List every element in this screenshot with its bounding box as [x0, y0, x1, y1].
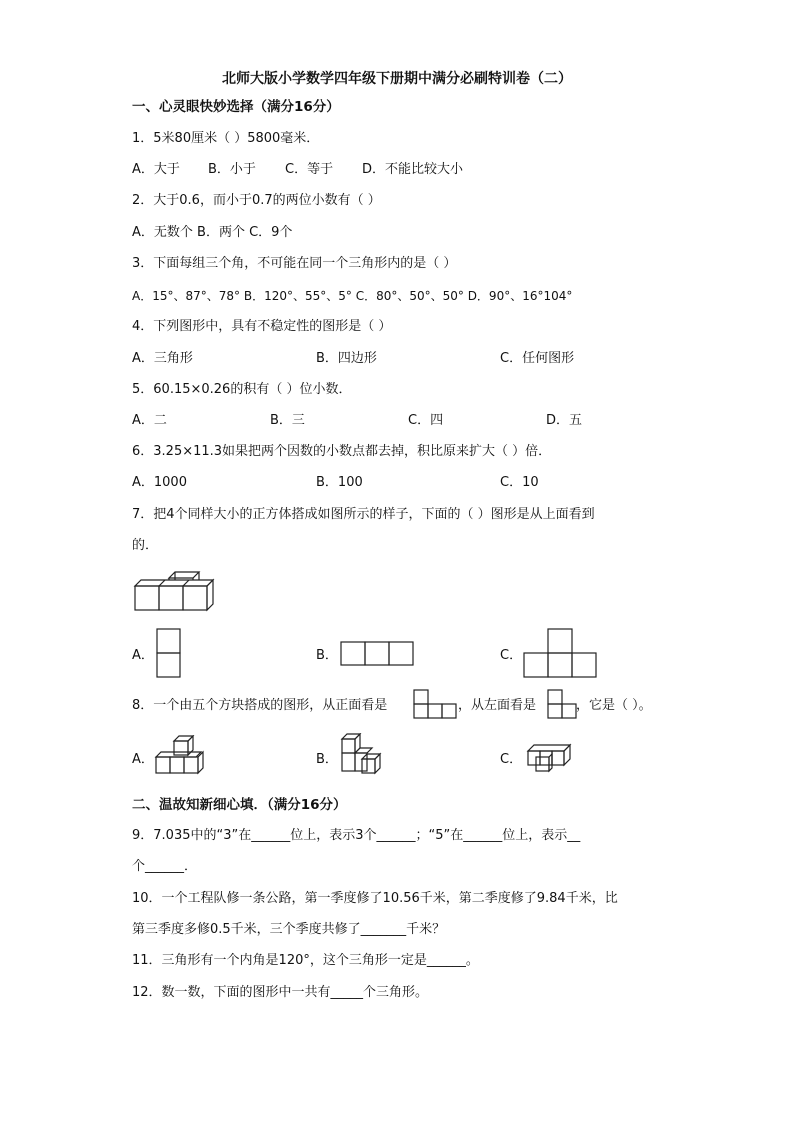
- q7-cube-figure: [133, 570, 217, 612]
- q6-option-b: B．100: [316, 475, 363, 490]
- q8-text-part3: ，它是（ ）。: [576, 698, 652, 713]
- page-title: 北师大版小学数学四年级下册期中满分必刷特训卷（二）: [222, 71, 572, 87]
- q6-text: 6．3.25×11.3如果把两个因数的小数点都去掉，积比原来扩大（ ）倍．: [132, 444, 552, 459]
- q8-option-b: B．: [316, 752, 338, 767]
- q7-option-a-figure: [156, 628, 182, 680]
- q5-option-c: C．四: [408, 413, 444, 428]
- q5-option-d: D．五: [546, 413, 583, 428]
- q3-text: 3．下面每组三个角，不可能在同一个三角形内的是（ ）: [132, 256, 457, 271]
- q4-option-b: B．四边形: [316, 351, 377, 366]
- q9-line2: 个______．: [132, 859, 198, 874]
- q1-option-d: D．不能比较大小: [362, 162, 464, 177]
- q8-option-b-figure: [340, 733, 384, 775]
- q1-option-b: B．小于: [208, 162, 256, 177]
- q8-option-c: C．: [500, 752, 523, 767]
- q2-text: 2．大于0.6，而小于0.7的两位小数有（ ）: [132, 193, 381, 208]
- q8-option-a: A．: [132, 752, 154, 767]
- q1-option-c: C．等于: [285, 162, 334, 177]
- q8-text-part2: ，从左面看是: [458, 698, 537, 713]
- q4-text: 4．下列图形中，具有不稳定性的图形是（ ）: [132, 319, 392, 334]
- q4-option-c: C．任何图形: [500, 351, 575, 366]
- q8-front-view-figure: [413, 689, 459, 719]
- q7-option-b: B．: [316, 648, 338, 663]
- q8-left-view-figure: [547, 689, 579, 719]
- q8-text-part1: 8．一个由五个方块搭成的图形，从正面看是: [132, 698, 388, 713]
- q7-option-a: A．: [132, 648, 154, 663]
- q1-option-a: A．大于: [132, 162, 180, 177]
- q7-option-c: C．: [500, 648, 523, 663]
- q8-option-c-figure: [524, 741, 574, 775]
- q5-option-b: B．三: [270, 413, 305, 428]
- q10-line1: 10．一个工程队修一条公路，第一季度修了10.56千米，第二季度修了9.84千米，比: [132, 891, 618, 906]
- q2-options: A．无数个 B．两个 C．9个: [132, 225, 293, 240]
- q7-text-line1: 7．把4个同样大小的正方体搭成如图所示的样子，下面的（ ）图形是从上面看到: [132, 507, 595, 522]
- section-1-heading: 一、心灵眼快妙选择（满分16分）: [132, 99, 340, 115]
- q7-option-c-figure: [522, 628, 600, 680]
- section-2-heading: 二、温故知新细心填．（满分16分）: [132, 797, 347, 813]
- q7-text-line2: 的．: [132, 538, 159, 553]
- q10-line2: 第三季度多修0.5千米，三个季度共修了_______千米？: [132, 922, 446, 937]
- q1-text: 1．5米80厘米（ ）5800毫米．: [132, 131, 320, 146]
- q9-line1: 9．7.035中的“3”在______位上，表示3个______；“5”在______位上，表示__: [132, 828, 581, 843]
- q6-option-a: A．1000: [132, 475, 187, 490]
- q7-option-b-figure: [340, 641, 416, 667]
- q6-option-c: C．10: [500, 475, 539, 490]
- q3-options: A．15°、87°、78° B．120°、55°、5° C．80°、50°、50° D．90°、16°104°: [132, 289, 573, 303]
- q5-option-a: A．二: [132, 413, 167, 428]
- q12-text: 12．数一数，下面的图形中一共有_____个三角形。: [132, 985, 429, 1000]
- q11-text: 11．三角形有一个内角是120°，这个三角形一定是______。: [132, 953, 479, 968]
- q5-text: 5．60.15×0.26的积有（ ）位小数．: [132, 382, 352, 397]
- q4-option-a: A．三角形: [132, 351, 193, 366]
- q8-option-a-figure: [154, 735, 206, 777]
